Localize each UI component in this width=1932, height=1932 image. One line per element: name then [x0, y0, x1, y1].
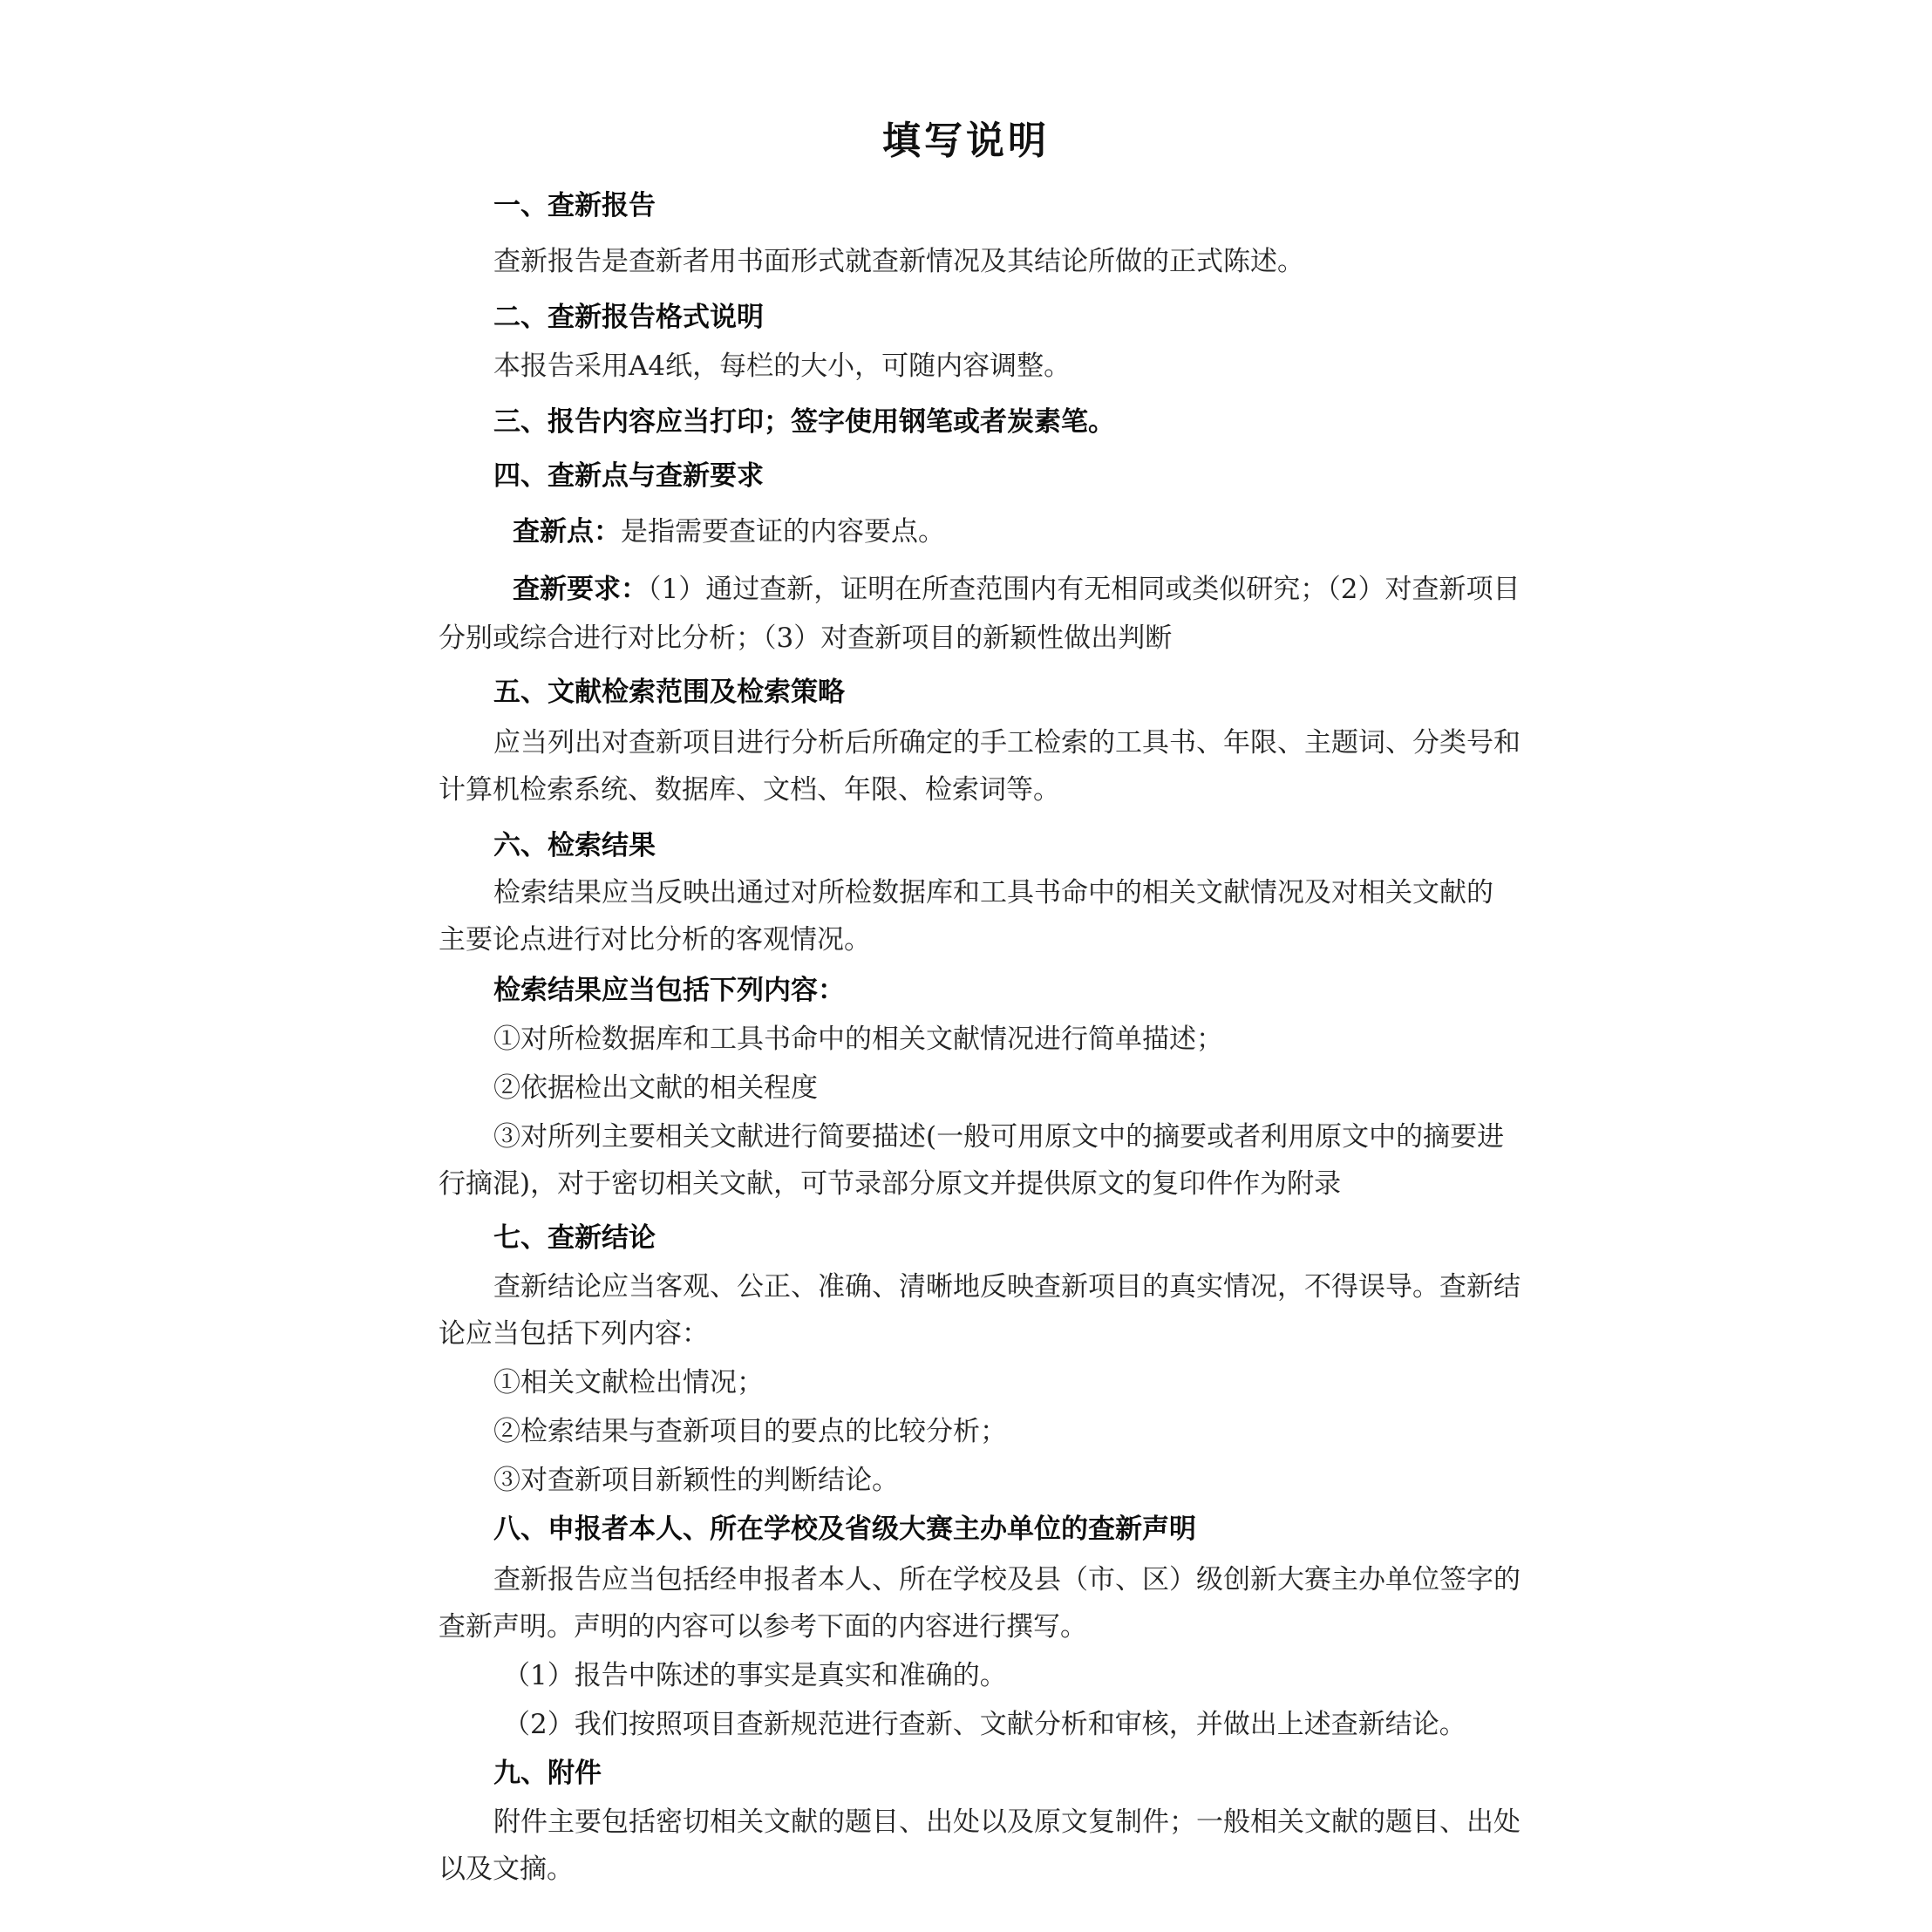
- novelty-requirement-line: [513, 570, 1520, 609]
- section-2-body: 本报告采用A4纸，每栏的大小，可随内容调整。: [493, 350, 1071, 382]
- section-heading-9: 九、附件: [493, 1758, 602, 1789]
- declaration-item-1: （1）报告中陈述的事实是真实和准确的。: [503, 1660, 1007, 1691]
- conclusion-item-3: ③对查新项目新颖性的判断结论。: [493, 1465, 899, 1496]
- results-item-2: ②依据检出文献的相关程度: [493, 1072, 818, 1104]
- section-heading-2: 二、查新报告格式说明: [493, 302, 764, 333]
- section-6-line-2: 主要论点进行对比分析的客观情况。: [439, 924, 871, 956]
- results-item-3-line-1: ③对所列主要相关文献进行简要描述(一般可用原文中的摘要或者利用原文中的摘要进: [493, 1121, 1505, 1153]
- section-5-line-1: 应当列出对查新项目进行分析后所确定的手工检索的工具书、年限、主题词、分类号和: [493, 727, 1520, 759]
- section-7-line-2: 论应当包括下列内容：: [439, 1318, 709, 1350]
- section-1-body: 查新报告是查新者用书面形式就查新情况及其结论所做的正式陈述。: [493, 246, 1304, 277]
- section-6-line-1: 检索结果应当反映出通过对所检数据库和工具书命中的相关文献情况及对相关文献的: [493, 877, 1493, 908]
- results-item-1: ①对所检数据库和工具书命中的相关文献情况进行简单描述；: [493, 1024, 1223, 1055]
- section-9-line-2: 以及文摘。: [439, 1854, 574, 1885]
- conclusion-item-1: ①相关文献检出情况；: [493, 1367, 764, 1398]
- section-heading-7: 七、查新结论: [493, 1222, 656, 1254]
- section-heading-5: 五、文献检索范围及检索策略: [493, 677, 845, 708]
- results-item-3-line-2: 行摘混)，对于密切相关文献，可节录部分原文并提供原文的复印件作为附录: [439, 1168, 1342, 1200]
- section-heading-3: 三、报告内容应当打印；签字使用钢笔或者炭素笔。: [493, 406, 1115, 438]
- novelty-requirement-label: 查新要求：: [513, 574, 648, 605]
- novelty-requirement-text: （1）通过查新，证明在所查范围内有无相同或类似研究；（2）对查新项目: [648, 574, 1520, 605]
- section-9-line-1: 附件主要包括密切相关文献的题目、出处以及原文复制件；一般相关文献的题目、出处: [493, 1806, 1520, 1838]
- declaration-item-2: （2）我们按照项目查新规范进行查新、文献分析和审核，并做出上述查新结论。: [503, 1709, 1466, 1740]
- section-heading-4: 四、查新点与查新要求: [493, 460, 764, 492]
- section-7-line-1: 查新结论应当客观、公正、准确、清晰地反映查新项目的真实情况，不得误导。查新结: [493, 1271, 1520, 1303]
- section-8-line-2: 查新声明。声明的内容可以参考下面的内容进行撰写。: [439, 1611, 1087, 1643]
- novelty-point-line: [513, 513, 945, 551]
- novelty-requirement-line-2: 分别或综合进行对比分析；（3）对查新项目的新颖性做出判断: [439, 622, 1173, 654]
- novelty-point-label: 查新点：: [513, 516, 621, 548]
- results-subheading: 检索结果应当包括下列内容：: [493, 975, 845, 1006]
- section-heading-6: 六、检索结果: [493, 830, 656, 861]
- conclusion-item-2: ②检索结果与查新项目的要点的比较分析；: [493, 1416, 1007, 1447]
- page-title: 填写说明: [882, 119, 1050, 163]
- section-heading-1: 一、查新报告: [493, 190, 656, 221]
- section-heading-8: 八、申报者本人、所在学校及省级大赛主办单位的查新声明: [493, 1514, 1196, 1545]
- section-8-line-1: 查新报告应当包括经申报者本人、所在学校及县（市、区）级创新大赛主办单位签字的: [493, 1564, 1520, 1595]
- novelty-point-text: 是指需要查证的内容要点。: [621, 516, 945, 548]
- section-5-line-2: 计算机检索系统、数据库、文档、年限、检索词等。: [439, 774, 1060, 806]
